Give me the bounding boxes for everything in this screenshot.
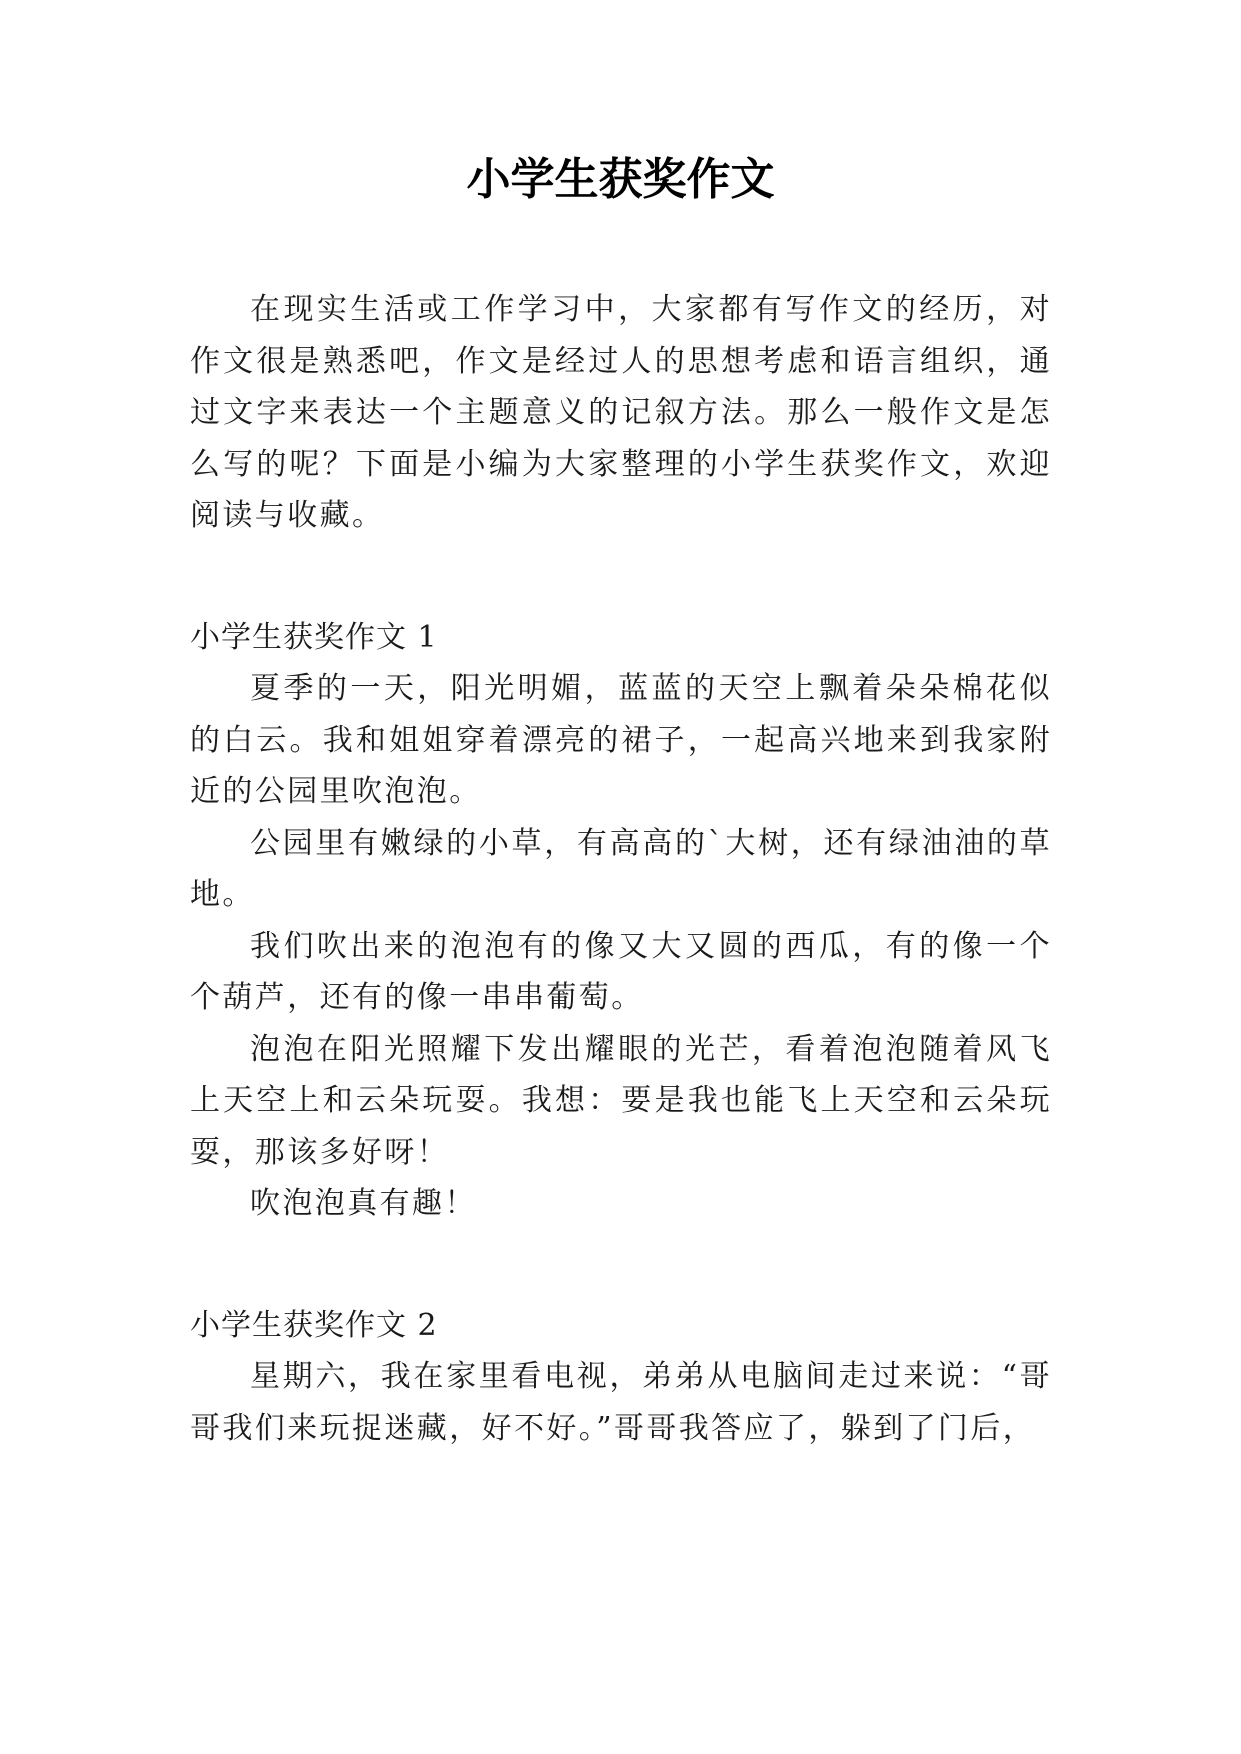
essay-2-heading: 小学生获奖作文 2 [190, 1307, 438, 1343]
section-gap [190, 1230, 1052, 1300]
essay-1-paragraph: 吹泡泡真有趣！ [250, 1186, 477, 1221]
essay-1-heading: 小学生获奖作文 1 [190, 619, 438, 655]
essay-1-paragraph: 公园里有嫩绿的小草，有高高的`大树，还有绿油油的草地。 [190, 825, 1052, 912]
document-body [190, 284, 1052, 1454]
essay-2-paragraph: 星期六，我在家里看电视，弟弟从电脑间走过来说：“哥哥我们来玩捉迷藏，好不好。”哥哥我答应了，躲到了门后， [190, 1359, 1052, 1446]
essay-1-paragraph: 我们吹出来的泡泡有的像又大又圆的西瓜，有的像一个个葫芦，还有的像一串串葡萄。 [190, 928, 1052, 1015]
document-title: 小学生获奖作文 [466, 154, 775, 205]
intro-paragraph: 在现实生活或工作学习中，大家都有写作文的经历，对作文很是熟悉吧，作文是经过人的思想考虑和语言组织，通过文字来表达一个主题意义的记叙方法。那么一般作文是怎么写的呢？下面是小编为大家整理的小学生获奖作文，欢迎阅读与收藏。 [190, 292, 1052, 533]
essay-1-paragraph: 夏季的一天，阳光明媚，蓝蓝的天空上飘着朵朵棉花似的白云。我和姐姐穿着漂亮的裙子，一起高兴地来到我家附近的公园里吹泡泡。 [190, 671, 1052, 809]
section-gap [190, 542, 1052, 612]
essay-1-paragraph: 泡泡在阳光照耀下发出耀眼的光芒，看着泡泡随着风飞上天空上和云朵玩耍。我想：要是我也能飞上天空和云朵玩耍，那该多好呀！ [190, 1031, 1052, 1170]
